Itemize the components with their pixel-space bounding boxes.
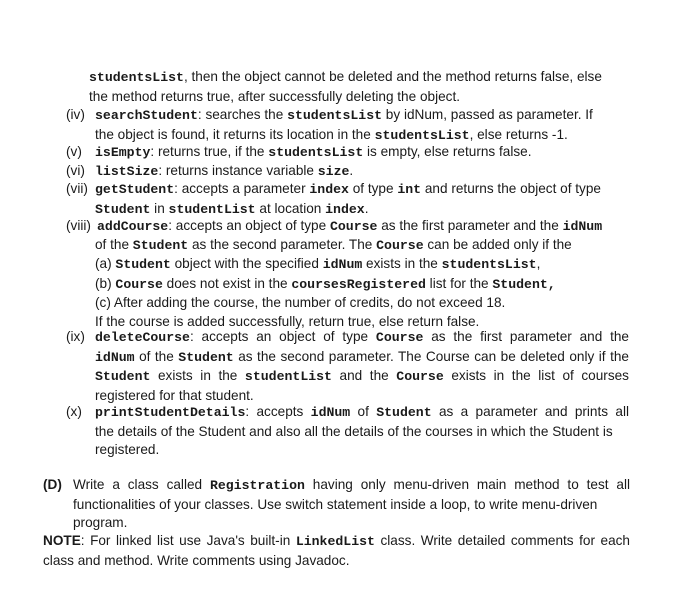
text: : returns instance variable (158, 163, 318, 178)
item-line (95, 143, 632, 163)
text: : accepts an object of type (168, 218, 330, 233)
item-body (95, 143, 632, 163)
intro-text-1: , then the object cannot be deleted and the method returns false, else (183, 69, 602, 84)
note-label: NOTE (43, 533, 81, 548)
item-body (95, 403, 629, 460)
text: . (364, 200, 369, 216)
sub-item-c (95, 294, 632, 313)
code: Course (329, 219, 378, 234)
code: idNum (310, 405, 351, 420)
intro-paragraph (89, 68, 629, 106)
method-name: listSize (95, 164, 159, 179)
text: . (349, 163, 354, 178)
text: : accepts an object of type (189, 329, 376, 344)
item-number: (iv) (66, 107, 85, 122)
item-line (97, 217, 632, 237)
class-name: Registration (209, 478, 305, 493)
text: exists in the (150, 368, 245, 384)
text: the object is found, it returns its location in the (95, 126, 375, 142)
text: of the (95, 236, 133, 252)
section-label: (D) (43, 477, 62, 492)
intro-line-2 (89, 88, 629, 107)
item-line (73, 496, 630, 515)
text: as the first parameter and the (423, 329, 629, 344)
text: If the course is added successfully, return true, else return false. (95, 313, 480, 329)
class-name: LinkedList (295, 534, 375, 549)
item-line (73, 514, 630, 533)
code: studentList (168, 201, 256, 217)
item-number: (vii) (66, 181, 88, 196)
code: studentsList (374, 127, 470, 143)
item-body (95, 106, 632, 145)
item-line (95, 236, 632, 256)
text: of type (348, 181, 398, 196)
intro-text-2: the method returns true, after successfully deleting the object. (89, 88, 461, 104)
code: index (309, 182, 349, 197)
text: as the first parameter and the (377, 218, 563, 233)
item-line (95, 348, 629, 368)
code: int (397, 182, 422, 197)
sub-label: (c) (95, 295, 111, 311)
text: After adding the course, the number of credits, do not exceed 18. (113, 295, 506, 311)
sub-label: (b) (95, 275, 112, 291)
text: the details of the Student and also all the details of the courses in which the Student is (95, 423, 613, 439)
text: class and method. Write comments using Javadoc. (43, 552, 350, 568)
code: Course (376, 237, 424, 253)
sub-label: (a) (95, 256, 112, 272)
text: Write a class called (73, 477, 210, 492)
method-name: searchStudent (95, 108, 198, 123)
sub-item-b (95, 275, 632, 295)
text: by idNum, passed as parameter. If (382, 107, 593, 122)
code: Course (115, 276, 163, 292)
text: exists in the (362, 256, 442, 272)
code: Course (375, 330, 424, 345)
text: program. (73, 515, 128, 531)
item-body (95, 180, 632, 219)
code: coursesRegistered (291, 276, 426, 292)
code: studentsList (441, 257, 537, 273)
item-body (95, 328, 629, 405)
sub-item-a (95, 255, 632, 275)
text: in (150, 200, 169, 216)
text: object with the specified (170, 256, 323, 272)
item-number: (ix) (66, 329, 85, 344)
text: , (536, 256, 541, 272)
method-name: isEmpty (95, 145, 151, 160)
text: : accepts (245, 404, 311, 419)
text: : returns true, if the (150, 144, 269, 159)
text: list for the (425, 275, 493, 291)
item-number: (x) (66, 404, 82, 419)
text: : searches the (197, 107, 288, 122)
code: idNum (322, 257, 363, 273)
text: can be added only if the (423, 236, 572, 252)
code: Student (115, 257, 171, 273)
code: size (317, 164, 350, 179)
text: , else returns -1. (469, 126, 568, 142)
text: : For linked list use Java's built-in (80, 533, 296, 548)
item-line (95, 403, 629, 423)
text: and returns the object of type (421, 181, 601, 196)
section-body (73, 476, 630, 533)
text: registered. (95, 442, 160, 458)
text: of the (134, 348, 179, 364)
method-name: addCourse (97, 219, 169, 234)
code: Course (396, 369, 444, 385)
item-line (95, 328, 629, 348)
code: idNum (95, 349, 135, 365)
item-body (95, 162, 632, 182)
text: exists in the list of courses (443, 368, 629, 384)
text: having only menu-driven main method to test all (304, 477, 630, 492)
note-line (43, 552, 630, 571)
text: as the second parameter. The (188, 236, 377, 252)
item-line (95, 441, 629, 460)
item-number: (v) (66, 144, 82, 159)
text: class. Write detailed comments for each (374, 533, 630, 548)
text: functionalities of your classes. Use switch statement inside a loop, to write menu-driven (73, 496, 598, 512)
text: of (350, 404, 377, 419)
text: and the (331, 368, 397, 384)
text: registered for that student. (95, 387, 254, 403)
item-body (97, 217, 632, 237)
item-line (95, 423, 629, 442)
text: does not exist in the (162, 275, 292, 291)
code-studentsList: studentsList (89, 70, 184, 85)
method-name: getStudent (95, 182, 175, 197)
text: is empty, else returns false. (363, 144, 532, 159)
code: Student (95, 369, 151, 385)
code: idNum (562, 219, 603, 234)
item-line (73, 476, 630, 496)
item-line (95, 106, 632, 126)
item-line (95, 162, 632, 182)
text: as a parameter and prints all (431, 404, 629, 419)
method-name: printStudentDetails (95, 405, 246, 420)
code: studentsList (287, 108, 383, 123)
code: studentsList (268, 145, 364, 160)
item-line (95, 367, 629, 387)
code: index (325, 201, 365, 217)
intro-line-1 (89, 68, 629, 88)
item-line (95, 180, 632, 200)
method-name: deleteCourse (95, 330, 190, 345)
text: at location (255, 200, 326, 216)
note-line (43, 532, 630, 552)
code: studentList (244, 369, 332, 385)
item-number: (viii) (66, 218, 91, 233)
code: Student (178, 349, 234, 365)
code: Student (376, 405, 432, 420)
code: Student (95, 201, 151, 217)
text: as the second parameter. The Course can be deleted only if the (233, 348, 629, 364)
text: : accepts a parameter (174, 181, 310, 196)
code: Student (132, 237, 189, 253)
code: Student, (492, 276, 556, 292)
item-number: (vi) (66, 163, 85, 178)
item-body-cont (95, 236, 632, 332)
note-paragraph (43, 532, 630, 570)
